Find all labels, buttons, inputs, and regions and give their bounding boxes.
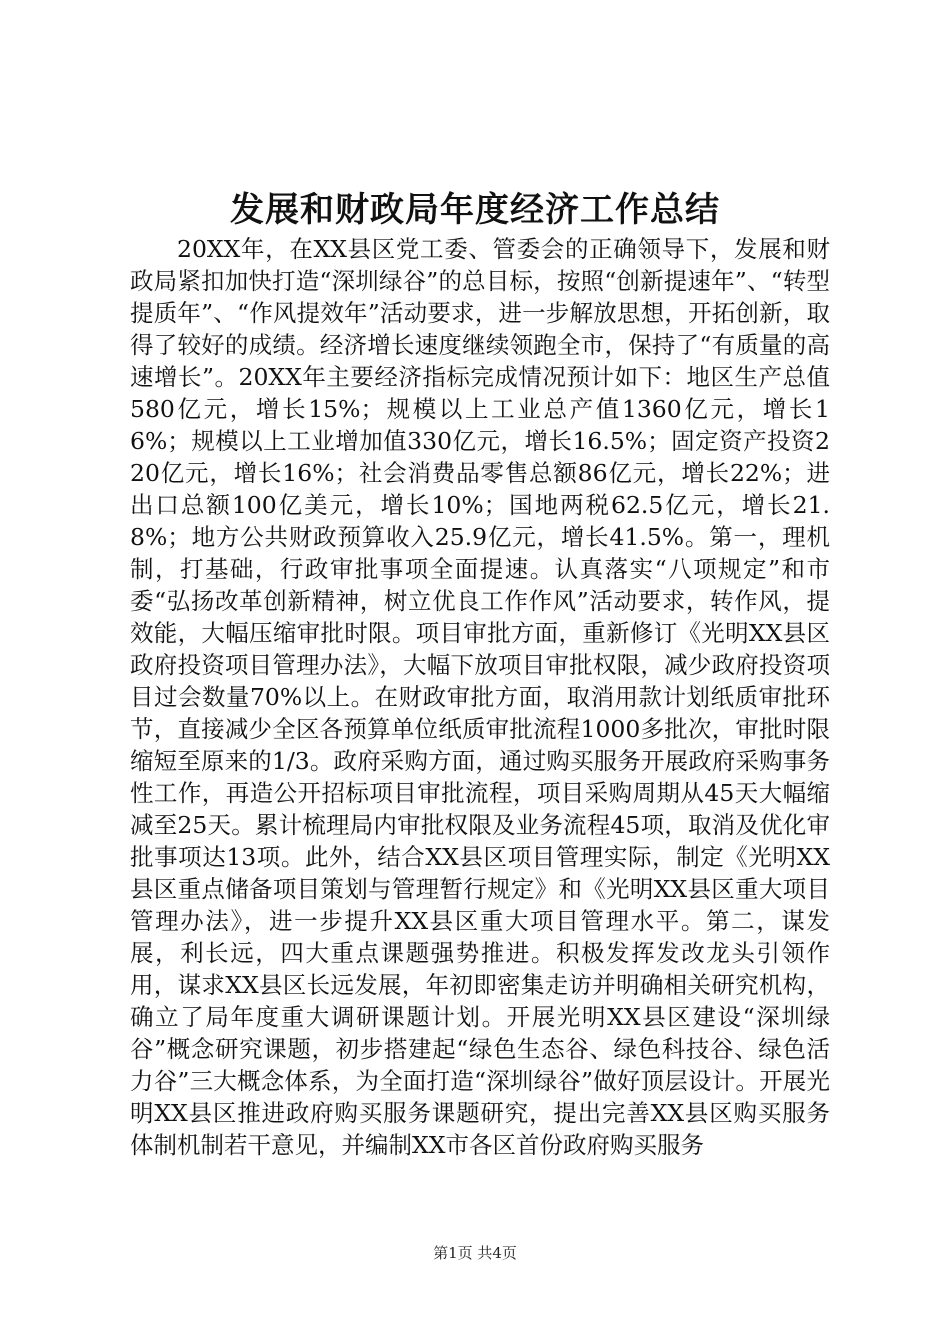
document-title: 发展和财政局年度经济工作总结: [230, 190, 720, 230]
page-number-footer: 第1页 共4页: [433, 1244, 517, 1262]
document-body: 20XX年，在XX县区党工委、管委会的正确领导下，发展和财政局紧扣加快打造“深圳绿谷”的总目标，按照“创新提速年”、“转型提质年”、“作风提效年”活动要求，进一步解放思想，开拓创新，取得了较好的成绩。经济增长速度继续领跑全市，保持了“有质量的高速增长”。20XX年主要经济指标完成情况预计如下：地区生产总值580亿元，增长15%；规模以上工业总产值1360亿元，增长16%；规模以上工业增加值330亿元，增长16.5%；固定资产投资220亿元，增长16%；社会消费品零售总额86亿元，增长22%；进出口总额100亿美元，增长10%；国地两税62.5亿元，增长21.8%；地方公共财政预算收入25.9亿元，增长41.5%。第一，理机制，打基础，行政审批事项全面提速。认真落实“八项规定”和市委“弘扬改革创新精神，树立优良工作作风”活动要求，转作风，提效能，大幅压缩审批时限。项目审批方面，重新修订《光明XX县区政府投资项目管理办法》，大幅下放项目审批权限，减少政府投资项目过会数量70%以上。在财政审批方面，取消用款计划纸质审批环节，直接减少全区各预算单位纸质审批流程1000多批次，审批时限缩短至原来的1/3。政府采购方面，通过购买服务开展政府采购事务性工作，再造公开招标项目审批流程，项目采购周期从45天大幅缩减至25天。累计梳理局内审批权限及业务流程45项，取消及优化审批事项达13项。此外，结合XX县区项目管理实际，制定《光明XX县区重点储备项目策划与管理暂行规定》和《光明XX县区重大项目管理办法》，进一步提升XX县区重大项目管理水平。第二，谋发展，利长远，四大重点课题强势推进。积极发挥发改龙头引领作用，谋求XX县区长远发展，年初即密集走访并明确相关研究机构，确立了局年度重大调研课题计划。开展光明XX县区建设“深圳绿谷”概念研究课题，初步搭建起“绿色生态谷、绿色科技谷、绿色活力谷”三大概念体系，为全面打造“深圳绿谷”做好顶层设计。开展光明XX县区推进政府购买服务课题研究，提出完善XX县区购买服务体制机制若干意见，并编制XX市各区首份政府购买服务: [130, 235, 830, 1159]
